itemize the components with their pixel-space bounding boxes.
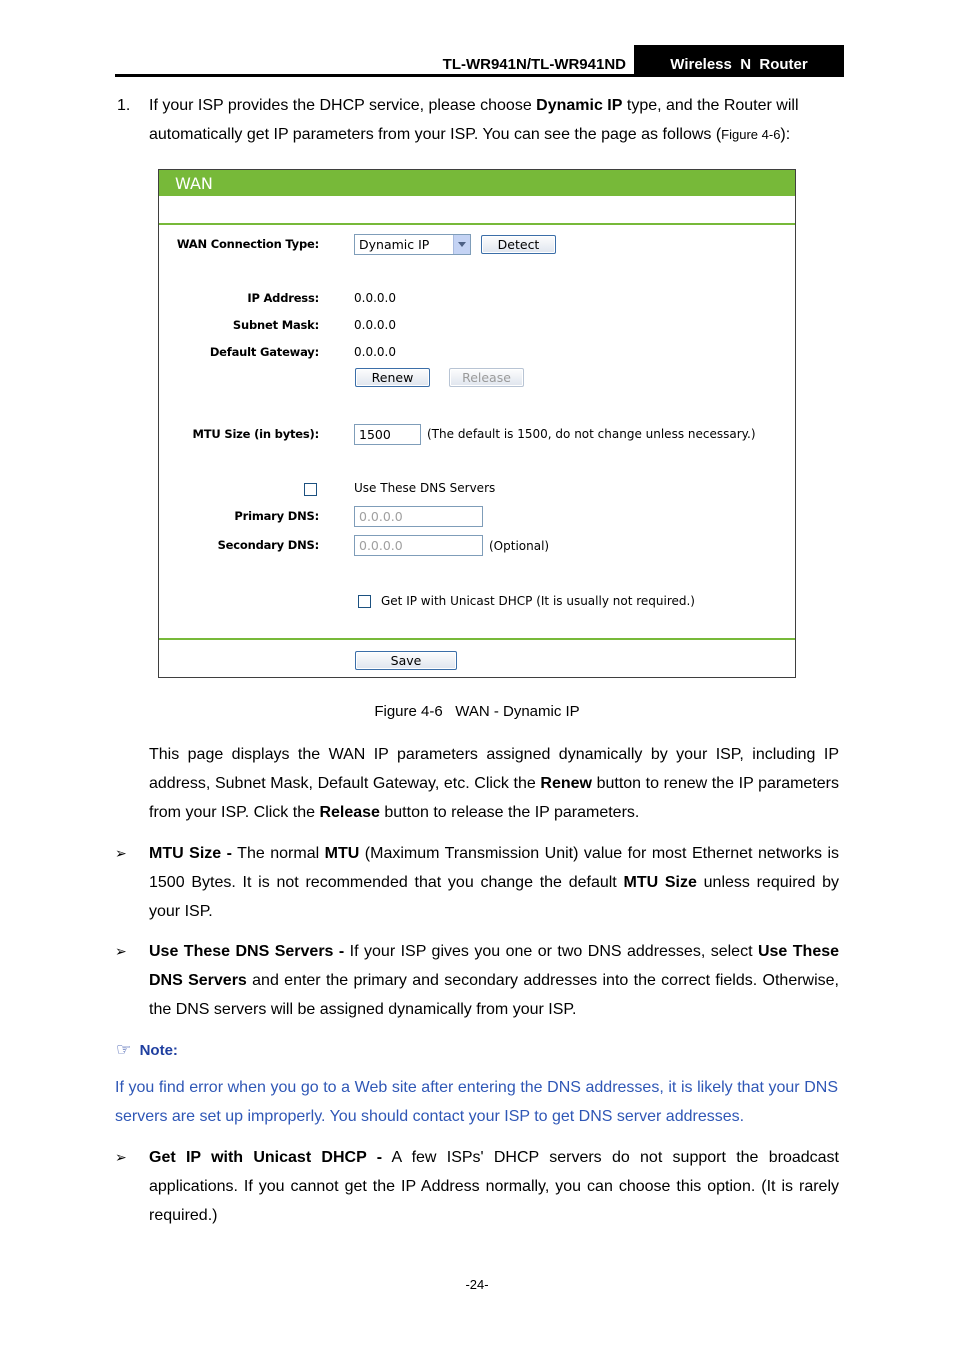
bullet-marker: ➢ [115, 1149, 127, 1165]
wan-connection-type-value: Dynamic IP [359, 237, 430, 252]
bullet-marker: ➢ [115, 845, 127, 861]
page-number: -24- [465, 1277, 489, 1292]
note-text: If you find error when you go to a Web site after entering the DNS addresses, it is likely that your DNS servers are set up improperly. You should contact your ISP to get DNS server addresses. [115, 1079, 838, 1125]
intro-number: 1. [117, 97, 131, 114]
header-divider [115, 74, 844, 77]
unicast-dhcp-bullet: Get IP with Unicast DHCP - A few ISPs' DHCP servers do not support the broadcast applications. If you cannot get the IP Address normally, you can choose this option. (It is rarely required.) [149, 1149, 840, 1224]
detect-button[interactable]: Detect [481, 235, 556, 254]
figure-caption-title: WAN - Dynamic IP [455, 703, 580, 720]
wan-top-rule [159, 223, 795, 225]
save-button[interactable]: Save [355, 651, 457, 670]
wan-panel-title: WAN [175, 174, 213, 193]
mtu-size-input[interactable] [354, 424, 421, 445]
ip-address-value: 0.0.0.0 [354, 291, 396, 305]
description-paragraph: This page displays the WAN IP parameters assigned dynamically by your ISP, including IP address, Subnet Mask, Default Gateway, etc. Click the Renew button to renew the IP parameters from your ISP. Click the Release button to release the IP parameters. [149, 746, 839, 821]
secondary-dns-optional-hint: (Optional) [489, 539, 550, 553]
note-label: Note: [139, 1042, 178, 1059]
use-dns-servers-checkbox[interactable] [304, 483, 317, 496]
unicast-dhcp-label: Get IP with Unicast DHCP (It is usually not required.) [381, 594, 695, 608]
default-gateway-label: Default Gateway: [209, 345, 319, 359]
product-name-banner [634, 45, 844, 77]
bullet-marker: ➢ [115, 943, 127, 959]
secondary-dns-label: Secondary DNS: [217, 538, 319, 552]
subnet-mask-label: Subnet Mask: [232, 318, 319, 332]
chevron-down-icon[interactable] [453, 235, 470, 254]
mtu-size-hint: (The default is 1500, do not change unless necessary.) [427, 427, 756, 441]
ip-address-label: IP Address: [247, 291, 319, 305]
secondary-dns-input[interactable] [354, 535, 483, 556]
unicast-dhcp-checkbox[interactable] [358, 595, 371, 608]
note-heading [116, 1040, 178, 1060]
primary-dns-label: Primary DNS: [234, 509, 319, 523]
wan-panel-title-bar [159, 170, 795, 196]
use-dns-servers-label: Use These DNS Servers [354, 481, 496, 495]
mtu-size-bullet: MTU Size - The normal MTU (Maximum Transmission Unit) value for most Ethernet networks is 1500 Bytes. It is not recommended that you change the default MTU Size unless required by your ISP. [149, 845, 840, 920]
secondary-dns-value: 0.0.0.0 [359, 538, 403, 553]
primary-dns-value: 0.0.0.0 [359, 509, 403, 524]
product-name: Wireless N Router [670, 56, 808, 73]
primary-dns-input[interactable] [354, 506, 483, 527]
mtu-size-label: MTU Size (in bytes): [192, 427, 319, 441]
wan-settings-panel [158, 169, 796, 678]
figure-reference[interactable]: Figure 4-6 [721, 127, 781, 142]
document-model-name: TL-WR941N/TL-WR941ND [442, 56, 626, 73]
wan-connection-type-label: WAN Connection Type: [176, 237, 319, 251]
subnet-mask-value: 0.0.0.0 [354, 318, 396, 332]
figure-caption [0, 703, 954, 720]
mtu-size-value: 1500 [359, 427, 391, 442]
pointing-hand-icon: ☞ [116, 1040, 132, 1059]
intro-paragraph: If your ISP provides the DHCP service, please choose Dynamic IP type, and the Router will automatically get IP parameters from your ISP. You can see the page as follows (Figure 4-6): [149, 97, 799, 143]
figure-caption-number: Figure 4-6 [374, 703, 443, 720]
default-gateway-value: 0.0.0.0 [354, 345, 396, 359]
wan-connection-type-select[interactable] [354, 234, 471, 255]
wan-bottom-rule [159, 638, 795, 640]
renew-button[interactable]: Renew [355, 368, 430, 387]
release-button[interactable]: Release [449, 368, 524, 387]
use-dns-servers-bullet: Use These DNS Servers - If your ISP gives you one or two DNS addresses, select Use These DNS Servers and enter the primary and secondary addresses into the correct fields. Otherwise, the DNS servers will be assigned dynamically from your ISP. [149, 943, 840, 1018]
